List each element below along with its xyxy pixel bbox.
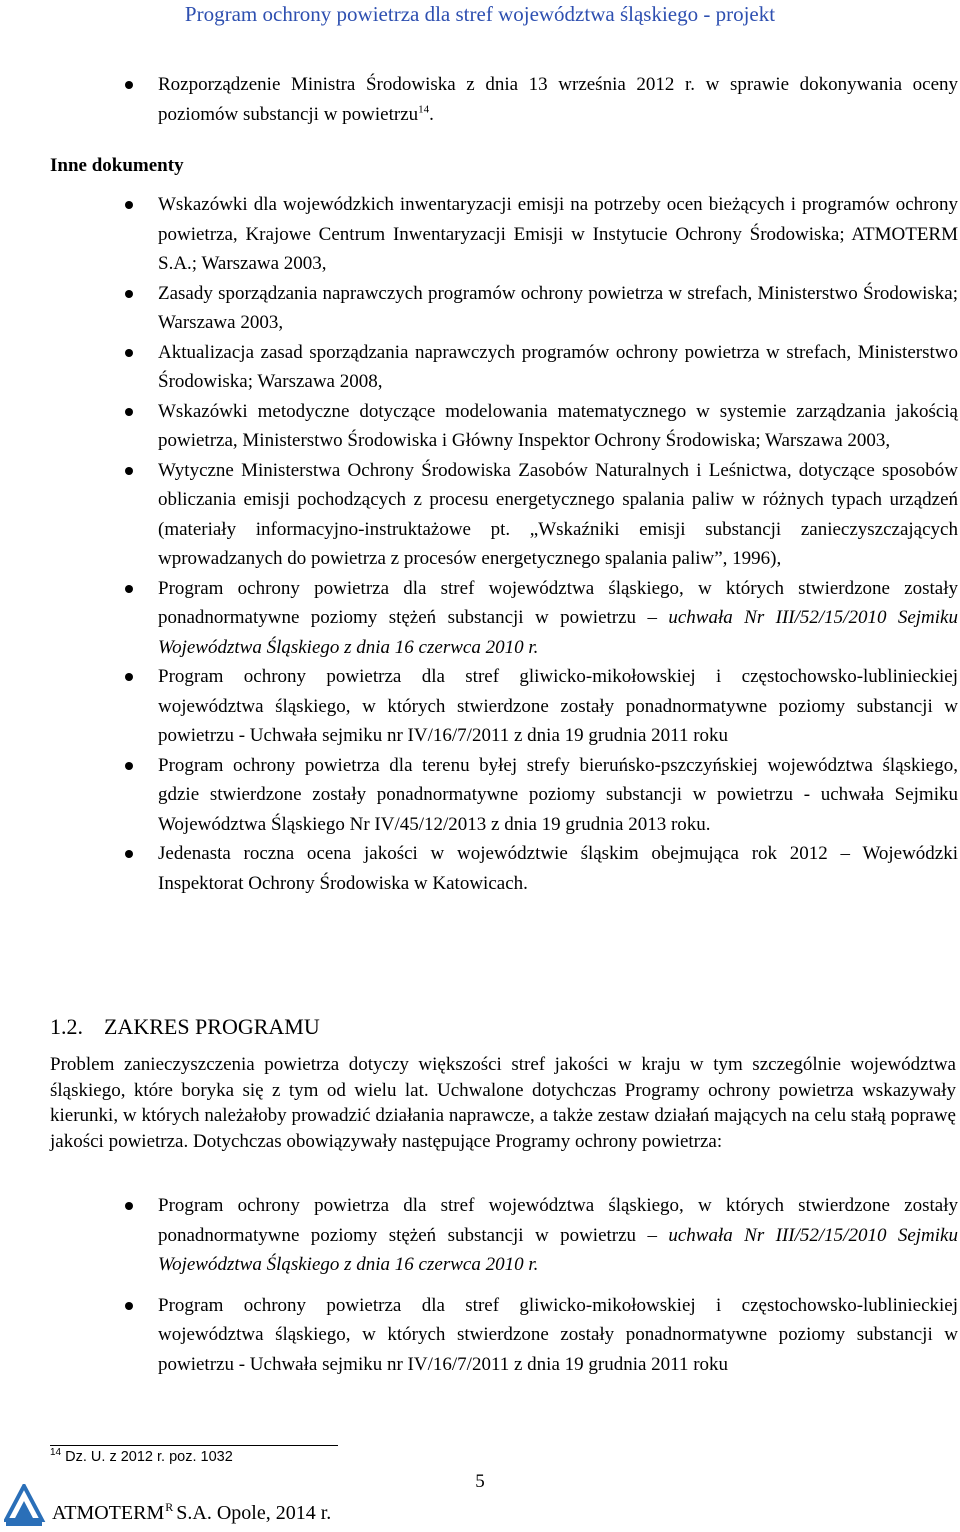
list-item-text: Jedenasta roczna ocena jakości w województwie śląskim obejmująca rok 2012 – Wojewódzki Inspektorat Ochrony Środowiska w Katowicach. xyxy=(158,843,958,894)
list-item-text: Program ochrony powietrza dla stref województwa śląskiego, w których stwierdzone zostały ponadnormatywne poziomy stężeń substancji w powietrzu – xyxy=(158,577,958,628)
bullet-icon xyxy=(125,467,133,475)
regulations-list xyxy=(122,70,958,129)
section-number: 1.2. xyxy=(50,1014,83,1039)
list-item xyxy=(122,839,958,898)
list-item xyxy=(122,279,958,338)
section-heading xyxy=(50,1012,320,1042)
footnote-text: Dz. U. z 2012 r. poz. 1032 xyxy=(61,1449,233,1465)
list-item-text: Rozporządzenie Ministra Środowiska z dnia 13 września 2012 r. w sprawie dokonywania oceny poziomów substancji w powietrzu xyxy=(158,74,958,125)
list-item-text: Program ochrony powietrza dla stref województwa śląskiego, w których stwierdzone zostały ponadnormatywne poziomy stężeń substancji w powietrzu – xyxy=(158,1195,958,1246)
list-item xyxy=(122,574,958,663)
atmoterm-logo-icon xyxy=(4,1484,46,1528)
other-documents-heading: Inne dokumenty xyxy=(50,155,184,176)
bullet-icon xyxy=(125,201,133,209)
list-item-tail: . xyxy=(429,103,434,125)
list-item-italic: uchwała Nr III/52/15/2010 Sejmiku Województwa Śląskiego z dnia 16 czerwca 2010 r. xyxy=(158,607,958,658)
footnote-reference[interactable]: 14 xyxy=(418,103,430,116)
bullet-icon xyxy=(125,349,133,357)
list-item xyxy=(122,70,958,129)
footnote-mark: 14 xyxy=(50,1447,62,1459)
bullet-icon xyxy=(125,1302,133,1310)
bullet-icon xyxy=(125,585,133,593)
bullet-icon xyxy=(125,850,133,858)
list-item xyxy=(122,1291,958,1380)
page-header: Program ochrony powietrza dla stref województwa śląskiego - projekt xyxy=(184,2,776,26)
list-item xyxy=(122,456,958,574)
bullet-icon xyxy=(125,1202,133,1210)
list-item-text: Program ochrony powietrza dla stref gliwicko-mikołowskiej i częstochowsko-lublinieckiej województwa śląskiego, w których stwierdzone zostały ponadnormatywne poziomy substancji w powietrzu - Uchwała sejmiku nr IV/16/7/2011 z dnia 19 grudnia 2011 roku xyxy=(158,1294,958,1375)
list-item-italic: uchwała Nr III/52/15/2010 Sejmiku Województwa Śląskiego z dnia 16 czerwca 2010 r. xyxy=(158,1224,958,1275)
footer-company xyxy=(52,1492,331,1528)
list-item xyxy=(122,190,958,279)
company-name: ATMOTERM xyxy=(52,1502,165,1524)
bullet-icon xyxy=(125,673,133,681)
list-item xyxy=(122,338,958,397)
list-item-text: Wskazówki dla wojewódzkich inwentaryzacji emisji na potrzeby ocen bieżących i programów ochrony powietrza, Krajowe Centrum Inwentaryzacji Emisji w Instytucie Ochrony Środowiska; ATMOTERM S.A.; Warszawa 2003, xyxy=(158,194,958,274)
list-item-text: Program ochrony powietrza dla stref gliwicko-mikołowskiej i częstochowsko-lublinieckiej województwa śląskiego, w których stwierdzone zostały ponadnormatywne poziomy substancji w powietrzu - Uchwała sejmiku nr IV/16/7/2011 z dnia 19 grudnia 2011 roku xyxy=(158,666,958,746)
section-title: ZAKRES PROGRAMU xyxy=(104,1014,320,1039)
list-item-text: Wytyczne Ministerstwa Ochrony Środowiska Zasobów Naturalnych i Leśnictwa, dotyczące sposobów obliczania emisji pochodzących z procesu energetycznego spalania paliw w różnych typach urządzeń (materiały informacyjno-instruktażowe pt. „Wskaźniki emisji substancji zanieczyszczających wprowadzanych do powietrza z procesów energetycznego spalania paliw”, 1996), xyxy=(158,459,958,569)
footnote xyxy=(50,1447,233,1467)
other-documents-list xyxy=(122,190,958,898)
bullet-icon xyxy=(125,408,133,416)
list-item-text: Wskazówki metodyczne dotyczące modelowania matematycznego w systemie zarządzania jakością powietrza, Ministerstwo Środowiska i Główny Inspektor Ochrony Środowiska; Warszawa 2003, xyxy=(158,400,958,451)
list-item xyxy=(122,662,958,751)
list-item-text: Aktualizacja zasad sporządzania naprawczych programów ochrony powietrza w strefach, Ministerstwo Środowiska; Warszawa 2008, xyxy=(158,341,958,392)
list-item-text: Zasady sporządzania naprawczych programów ochrony powietrza w strefach, Ministerstwo Środowiska; Warszawa 2003, xyxy=(158,282,958,333)
bullet-icon xyxy=(125,290,133,298)
list-item xyxy=(122,1191,958,1280)
list-item xyxy=(122,397,958,456)
list-item xyxy=(122,751,958,840)
programs-list xyxy=(122,1191,958,1379)
footnote-divider xyxy=(50,1445,338,1446)
page-number: 5 xyxy=(475,1471,485,1492)
company-location: S.A. Opole, 2014 r. xyxy=(176,1502,332,1524)
bullet-icon xyxy=(125,762,133,770)
section-paragraph: Problem zanieczyszczenia powietrza dotyczy większości stref jakości w kraju w tym szczególnie województwa śląskiego, które boryka się z tym od wielu lat. Uchwalone dotychczas Programy ochrony powietrza wskazywały kierunki, w których należałoby prowadzić działania naprawcze, a także zestaw działań mających na celu stałą poprawę jakości powietrza. Dotychczas obowiązywały następujące Programy ochrony powietrza: xyxy=(50,1054,956,1152)
bullet-icon xyxy=(125,81,133,89)
list-item-text: Program ochrony powietrza dla terenu byłej strefy bieruńsko-pszczyńskiej województwa śląskiego, gdzie stwierdzone zostały ponadnormatywne poziomy substancji w powietrzu - uchwała Sejmiku Województwa Śląskiego Nr IV/45/12/2013 z dnia 19 grudnia 2013 roku. xyxy=(158,754,958,835)
registered-mark: R xyxy=(165,1500,174,1514)
